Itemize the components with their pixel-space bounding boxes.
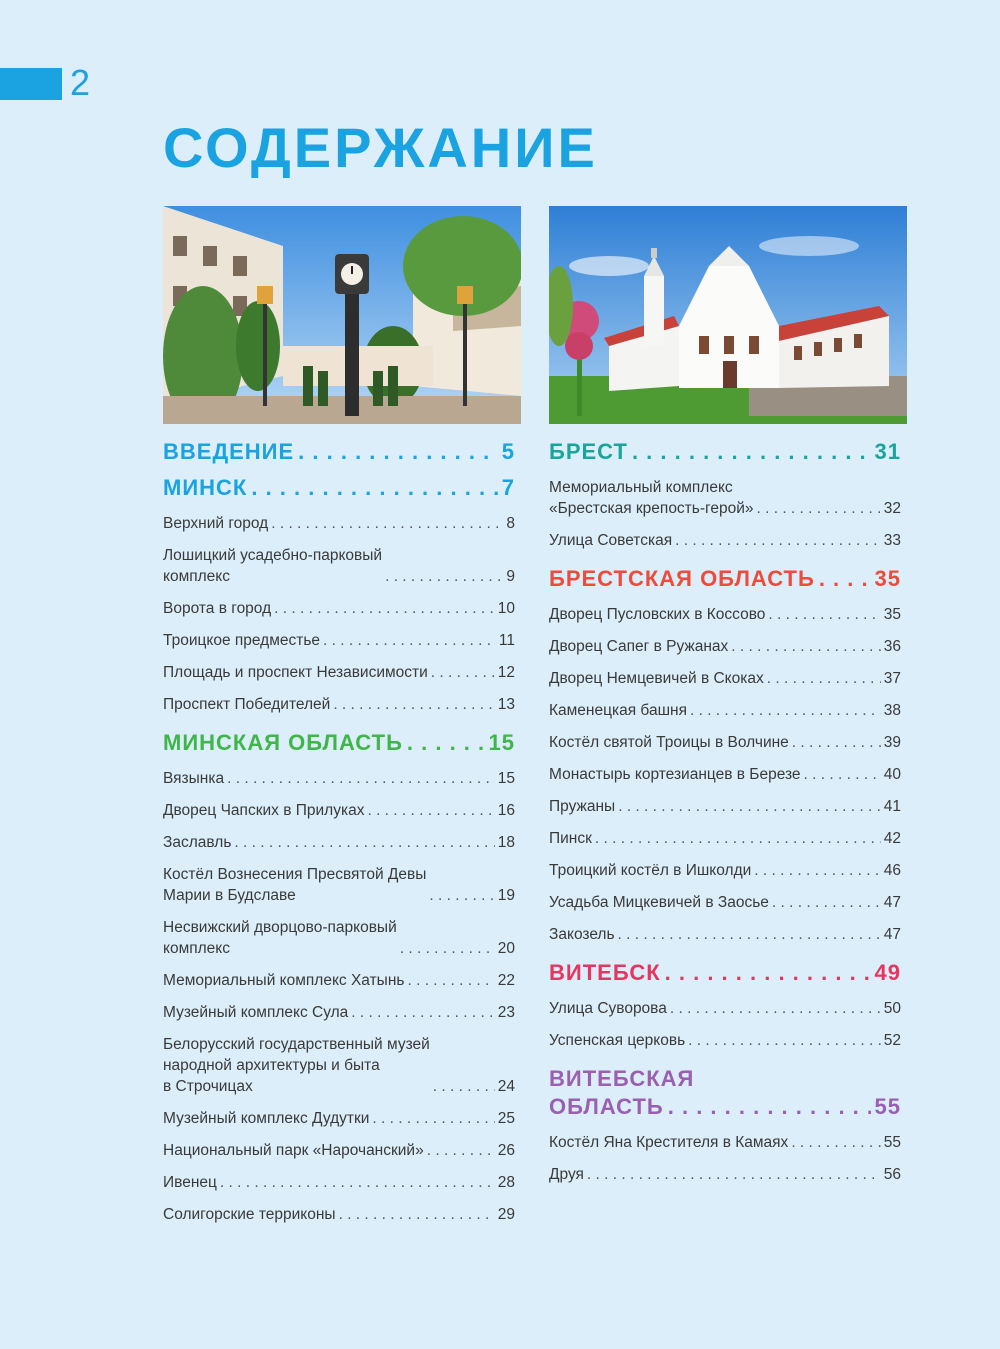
toc-entry-page: 18	[497, 834, 515, 851]
toc-section-title-line1: ВИТЕБСКАЯ	[549, 1066, 695, 1091]
toc-leader-dots	[400, 938, 495, 959]
toc-entry-title: Улица Суворова	[549, 1000, 667, 1017]
toc-section-vvedenie[interactable]	[163, 438, 515, 466]
toc-entry[interactable]	[549, 924, 901, 945]
toc-entry-title: Закозель	[549, 926, 615, 943]
toc-entry-title: Дворец Чапских в Прилуках	[163, 802, 365, 819]
toc-entry-title: Ворота в город	[163, 600, 272, 617]
toc-entry-title: Костёл Яна Крестителя в Камаях	[549, 1134, 789, 1151]
toc-entry[interactable]	[549, 860, 901, 881]
toc-entry-title: Музейный комплекс Сула	[163, 1004, 349, 1021]
toc-leader-dots	[675, 530, 881, 551]
toc-entry-page: 19	[497, 887, 515, 904]
toc-entry-page: 23	[497, 1004, 515, 1021]
toc-entry-title: Монастырь кортезианцев в Березе	[549, 766, 801, 783]
toc-entry-title: Верхний город	[163, 515, 269, 532]
toc-section-minsk[interactable]	[163, 474, 515, 502]
toc-entry-title: Каменецкая башня	[549, 702, 687, 719]
toc-entry-page: 37	[883, 670, 901, 687]
toc-entry-page: 32	[883, 500, 901, 517]
toc-entry[interactable]	[549, 732, 901, 753]
toc-section-vitebsk[interactable]	[549, 959, 901, 987]
toc-leader-dots	[385, 566, 503, 587]
toc-section-title: ВИТЕБСК	[549, 960, 661, 985]
toc-entry-title: Национальный парк «Нарочанский»	[163, 1142, 424, 1159]
toc-leader-dots	[367, 800, 494, 821]
toc-entry-title: Белорусский государственный музей народной архитектуры и быта в Строчицах	[163, 1036, 430, 1095]
toc-entry-title: Лошицкий усадебно-парковый комплекс	[163, 547, 383, 585]
toc-leader-dots	[323, 630, 496, 651]
toc-section-brest[interactable]	[549, 438, 901, 466]
toc-section-vitebsk-region[interactable]	[549, 1065, 901, 1121]
toc-leader-dots	[407, 970, 494, 991]
toc-entry-page: 39	[883, 734, 901, 751]
toc-entry[interactable]	[163, 1204, 515, 1225]
toc-leader-dots	[339, 1204, 495, 1225]
toc-entry[interactable]	[549, 1132, 901, 1153]
toc-entry-page: 41	[883, 798, 901, 815]
toc-section-title: МИНСК	[163, 475, 248, 500]
toc-entry[interactable]	[163, 970, 515, 991]
toc-leader-dots	[407, 729, 485, 757]
toc-leader-dots	[298, 438, 498, 466]
toc-entry[interactable]	[549, 892, 901, 913]
toc-leader-dots	[333, 694, 494, 715]
toc-entry-page: 33	[883, 532, 901, 549]
toc-leader-dots	[220, 1172, 495, 1193]
toc-entry[interactable]	[549, 998, 901, 1019]
toc-entry-page: 46	[883, 862, 901, 879]
toc-leader-dots	[227, 768, 495, 789]
toc-entry-title: Пинск	[549, 830, 592, 847]
toc-entry[interactable]	[549, 796, 901, 817]
toc-entry-title: Несвижский дворцово-парковый комплекс	[163, 919, 397, 957]
toc-leader-dots	[668, 1093, 871, 1121]
toc-entry-page: 13	[497, 696, 515, 713]
page-number: 2	[70, 62, 91, 103]
toc-entry[interactable]	[163, 1034, 515, 1097]
toc-section-page: 5	[501, 439, 515, 464]
toc-leader-dots	[234, 832, 494, 853]
toc-entry[interactable]	[549, 764, 901, 785]
toc-leader-dots	[271, 513, 503, 534]
toc-entry[interactable]	[163, 800, 515, 821]
toc-leader-dots	[431, 662, 495, 683]
toc-leader-dots	[595, 828, 881, 849]
toc-entry-page: 10	[497, 600, 515, 617]
toc-section-page: 7	[501, 475, 515, 500]
toc-section-page: 55	[874, 1094, 901, 1119]
toc-section-title: БРЕСТСКАЯ ОБЛАСТЬ	[549, 566, 815, 591]
toc-section-page: 49	[874, 960, 901, 985]
toc-entry-page: 36	[883, 638, 901, 655]
toc-entry-page: 16	[497, 802, 515, 819]
toc-entry-title: Дворец Немцевичей в Скоках	[549, 670, 764, 687]
toc-leader-dots	[274, 598, 495, 619]
toc-entry-page: 24	[497, 1078, 515, 1095]
page-tab-marker	[0, 68, 62, 100]
toc-leader-dots	[665, 959, 871, 987]
toc-leader-dots	[819, 565, 871, 593]
toc-leader-dots	[372, 1108, 494, 1129]
toc-entry-page: 47	[883, 926, 901, 943]
toc-section-title: МИНСКАЯ ОБЛАСТЬ	[163, 730, 403, 755]
toc-entry[interactable]	[549, 530, 901, 551]
toc-entry-title: Усадьба Мицкевичей в Заосье	[549, 894, 769, 911]
toc-entry[interactable]	[549, 636, 901, 657]
toc-entry-title: Пружаны	[549, 798, 616, 815]
toc-left-column	[163, 438, 515, 1225]
toc-leader-dots	[632, 438, 871, 466]
toc-entry[interactable]	[163, 1140, 515, 1161]
toc-section-page: 15	[488, 730, 515, 755]
toc-right-column	[549, 438, 901, 1185]
minsk-street-photo	[163, 206, 521, 424]
toc-entry[interactable]	[163, 832, 515, 853]
toc-leader-dots	[427, 1140, 495, 1161]
toc-entry-title: Троицкий костёл в Ишколди	[549, 862, 752, 879]
toc-leader-dots	[351, 1002, 494, 1023]
toc-entry-page: 12	[497, 664, 515, 681]
toc-entry[interactable]	[163, 1108, 515, 1129]
toc-entry[interactable]	[163, 864, 515, 906]
toc-entry[interactable]	[549, 477, 901, 519]
toc-entry-page: 8	[506, 515, 515, 532]
toc-entry-page: 42	[883, 830, 901, 847]
toc-entry-title: Друя	[549, 1166, 584, 1183]
toc-entry-title: Вязынка	[163, 770, 225, 787]
toc-entry-page: 47	[883, 894, 901, 911]
toc-leader-dots	[792, 732, 881, 753]
toc-leader-dots	[618, 796, 881, 817]
toc-entry-title: Улица Советская	[549, 532, 673, 549]
toc-entry-title: Ивенец	[163, 1174, 217, 1191]
toc-entry-title: Заславль	[163, 834, 232, 851]
toc-entry-page: 35	[883, 606, 901, 623]
toc-leader-dots	[690, 700, 881, 721]
toc-entry[interactable]	[549, 668, 901, 689]
toc-leader-dots	[670, 998, 881, 1019]
toc-entry-title: Площадь и проспект Независимости	[163, 664, 428, 681]
toc-entry-title: Солигорские терриконы	[163, 1206, 336, 1223]
toc-section-title-line2: ОБЛАСТЬ	[549, 1094, 664, 1119]
toc-leader-dots	[791, 1132, 880, 1153]
toc-entry-title: Мемориальный комплекс «Брестская крепость-герой»	[549, 479, 754, 517]
toc-leader-dots	[804, 764, 881, 785]
toc-entry[interactable]	[163, 1172, 515, 1193]
toc-leader-dots	[587, 1164, 881, 1185]
toc-entry[interactable]	[163, 513, 515, 534]
toc-leader-dots	[767, 668, 881, 689]
toc-entry[interactable]	[163, 768, 515, 789]
toc-leader-dots	[754, 860, 880, 881]
toc-leader-dots	[756, 498, 880, 519]
toc-entry-page: 38	[883, 702, 901, 719]
toc-entry-page: 29	[497, 1206, 515, 1223]
brest-monastery-photo	[549, 206, 907, 424]
toc-entry[interactable]	[549, 1164, 901, 1185]
toc-section-minsk-region[interactable]	[163, 729, 515, 757]
page-title: СОДЕРЖАНИЕ	[163, 116, 598, 179]
toc-leader-dots	[731, 636, 880, 657]
toc-entry-page: 52	[883, 1032, 901, 1049]
toc-leader-dots	[772, 892, 881, 913]
toc-leader-dots	[618, 924, 881, 945]
toc-entry[interactable]	[163, 545, 515, 587]
toc-entry-page: 55	[883, 1134, 901, 1151]
toc-entry[interactable]	[163, 598, 515, 619]
toc-entry[interactable]	[163, 1002, 515, 1023]
toc-entry[interactable]	[549, 604, 901, 625]
toc-section-title: ВВЕДЕНИЕ	[163, 439, 295, 464]
toc-entry-page: 28	[497, 1174, 515, 1191]
toc-entry-page: 56	[883, 1166, 901, 1183]
toc-entry[interactable]	[549, 700, 901, 721]
toc-leader-dots	[251, 474, 497, 502]
toc-entry[interactable]	[163, 694, 515, 715]
toc-entry-title: Костёл Вознесения Пресвятой Девы Марии в Будславе	[163, 866, 427, 904]
toc-entry-title: Дворец Сапег в Ружанах	[549, 638, 729, 655]
toc-entry-page: 9	[506, 568, 515, 585]
toc-section-brest-region[interactable]	[549, 565, 901, 593]
toc-entry-title: Костёл святой Троицы в Волчине	[549, 734, 789, 751]
toc-entry-page: 11	[498, 632, 515, 649]
toc-entry-page: 22	[497, 972, 515, 989]
toc-entry[interactable]	[549, 828, 901, 849]
toc-entry[interactable]	[163, 630, 515, 651]
toc-leader-dots	[768, 604, 880, 625]
toc-leader-dots	[688, 1030, 881, 1051]
toc-entry-title: Музейный комплекс Дудутки	[163, 1110, 370, 1127]
toc-section-page: 31	[874, 439, 901, 464]
toc-entry-title: Троицкое предместье	[163, 632, 321, 649]
toc-entry-title: Проспект Победителей	[163, 696, 331, 713]
toc-leader-dots	[429, 885, 494, 906]
toc-entry-title: Успенская церковь	[549, 1032, 686, 1049]
toc-section-page: 35	[874, 566, 901, 591]
toc-entry[interactable]	[163, 917, 515, 959]
toc-entry[interactable]	[163, 662, 515, 683]
toc-entry-page: 50	[883, 1000, 901, 1017]
toc-entry-title: Мемориальный комплекс Хатынь	[163, 972, 405, 989]
toc-entry-page: 20	[497, 940, 515, 957]
toc-entry[interactable]	[549, 1030, 901, 1051]
toc-entry-title: Дворец Пусловских в Коссово	[549, 606, 766, 623]
toc-entry-page: 25	[497, 1110, 515, 1127]
toc-section-title: БРЕСТ	[549, 439, 628, 464]
toc-leader-dots	[433, 1076, 495, 1097]
toc-entry-page: 40	[883, 766, 901, 783]
toc-entry-page: 15	[497, 770, 515, 787]
toc-entry-page: 26	[497, 1142, 515, 1159]
